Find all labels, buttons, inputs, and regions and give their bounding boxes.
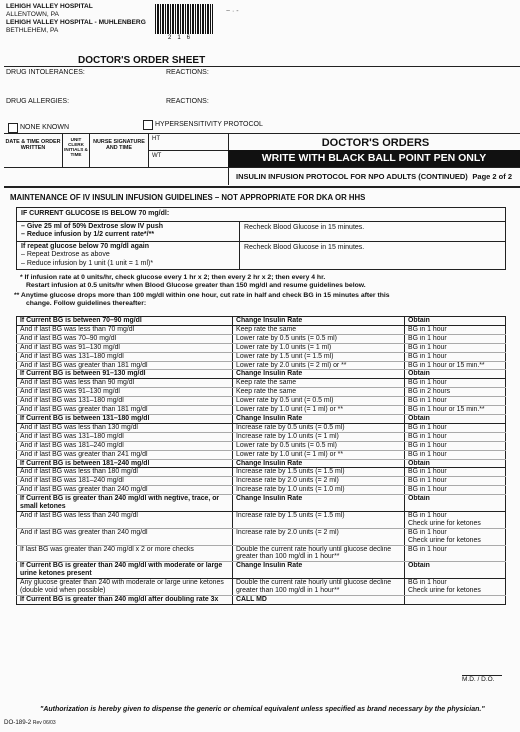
obtain-text: BG in 1 hour: [408, 545, 447, 553]
condition-text: And if last BG was less than 130 mg/dl: [20, 423, 138, 431]
divider: [4, 66, 520, 67]
hospital-line-2: ALLENTOWN, PA: [6, 11, 59, 18]
rate-change-cell: [233, 511, 405, 528]
rate-change-cell: [233, 352, 405, 361]
table-section-header: [17, 317, 506, 326]
note-2-line-2: change. Follow guidelines thereafter:: [26, 300, 147, 308]
condition-cell: [17, 334, 233, 343]
obtain-text: BG in 2 hours: [408, 388, 451, 396]
rate-change-text: Change Insulin Rate: [236, 414, 303, 422]
condition-text: And if last BG was 181–240 mg/dl: [20, 441, 124, 449]
divider: [4, 186, 520, 188]
hospital-line-1: LEHIGH VALLEY HOSPITAL: [6, 3, 93, 10]
obtain-cell: [405, 468, 506, 477]
rate-change-text: CALL MD: [236, 596, 267, 603]
obtain-text: BG in 1 hour: [408, 325, 447, 333]
obtain-text: BG in 1 hour: [408, 486, 447, 494]
hospital-line-4: BETHLEHEM, PA: [6, 27, 59, 34]
condition-cell: [17, 511, 233, 528]
rate-change-cell: [233, 495, 405, 512]
table-row: [17, 528, 506, 545]
hospital-line-3: LEHIGH VALLEY HOSPITAL - MUHLENBERG: [6, 19, 146, 26]
obtain-text: BG in 1 hour: [408, 432, 447, 440]
rate-change-cell: [233, 388, 405, 397]
condition-cell: [17, 352, 233, 361]
obtain-cell: [405, 370, 506, 379]
obtain-cell: [405, 352, 506, 361]
rate-change-text: Keep rate the same: [236, 325, 297, 333]
condition-cell: [17, 528, 233, 545]
condition-cell: [17, 388, 233, 397]
condition-text: And if last BG was greater than 240 mg/dl: [20, 486, 148, 494]
condition-cell: [17, 596, 233, 605]
rate-change-text: Lower rate by 2.0 units (= 2 ml) or **: [236, 361, 347, 369]
table-section-header: [17, 414, 506, 423]
rate-change-text: Lower rate by 1.0 unit (= 1 ml) or **: [236, 406, 344, 414]
repeat-header-text: If repeat glucose below 70 mg/dl again: [21, 242, 149, 250]
table-section-header: [17, 459, 506, 468]
condition-text: If Current BG is between 131–180 mg/dl: [20, 414, 150, 422]
obtain-cell: [405, 486, 506, 495]
condition-text: If Current BG is between 181–240 mg/dl: [20, 459, 150, 467]
divider: [4, 167, 520, 168]
obtain-text: BG in 1 hour or 15 min.**: [408, 361, 485, 369]
condition-text: If last BG was greater than 240 mg/dl x 2 or more checks: [20, 545, 194, 553]
low-glucose-row: [17, 221, 505, 241]
obtain-cell: [405, 325, 506, 334]
rate-change-text: Lower rate by 0.5 units (= 0.5 ml): [236, 334, 337, 342]
rate-change-text: Double the current rate hourly until glucose decline greater than 100 mg/dl in 1 hour**: [236, 579, 392, 595]
wt-label: WT: [152, 153, 162, 159]
hypersensitivity-label: HYPERSENSITIVITY PROTOCOL: [155, 121, 263, 128]
obtain-text: BG in 1 hour: [408, 379, 447, 387]
rate-change-cell: [233, 397, 405, 406]
condition-text: And if last BG was less than 240 mg/dl: [20, 511, 138, 519]
rate-change-text: Lower rate by 0.5 unit (= 0.5 ml): [236, 397, 334, 405]
hypersensitivity-checkbox[interactable]: [143, 120, 153, 130]
table-section-header: [17, 562, 506, 579]
note-1-line-2: Restart infusion at 0.5 units/hr when Blood Glucose greater than 150 mg/dl and resume guidelines below.: [26, 282, 366, 290]
condition-text: Any glucose greater than 240 with moderate or large urine ketones (double void when possible): [20, 579, 224, 595]
doctors-orders-title: DOCTOR'S ORDERS: [321, 137, 430, 149]
repeat-glucose-row: [17, 241, 505, 270]
condition-text: And if last BG was less than 180 mg/dl: [20, 468, 138, 476]
unit-clerk-header: UNIT CLERK INITIALS & TIME: [64, 137, 88, 157]
obtain-text: BG in 1 hour: [408, 423, 447, 431]
table-row: [17, 468, 506, 477]
condition-cell: [17, 361, 233, 370]
condition-text: And if last BG was 91–130 mg/dl: [20, 343, 120, 351]
table-row: [17, 486, 506, 495]
rate-change-cell: [233, 528, 405, 545]
table-row: [17, 397, 506, 406]
obtain-text-extra: Check urine for ketones: [408, 519, 481, 527]
repeat-dextrose-text: – Repeat Dextrose as above: [21, 251, 110, 258]
condition-text: If Current BG is greater than 240 mg/dl after doubling rate 3x: [20, 596, 219, 603]
low-glucose-header: IF CURRENT GLUCOSE IS BELOW 70 mg/dl:: [21, 210, 170, 217]
rate-change-text: Lower rate by 1.5 unit (= 1.5 ml): [236, 352, 334, 360]
obtain-text: BG in 1 hour: [408, 450, 447, 458]
obtain-text: BG in 1 hour: [408, 511, 447, 519]
obtain-text: Obtain: [408, 459, 430, 467]
low-glucose-box: [16, 207, 506, 270]
form-number-text: DO-189-2: [4, 719, 32, 726]
protocol-title: INSULIN INFUSION PROTOCOL FOR NPO ADULTS (CONTINUED): [236, 172, 468, 181]
condition-cell: [17, 468, 233, 477]
condition-cell: [17, 562, 233, 579]
rate-change-cell: [233, 423, 405, 432]
form-number: [4, 719, 56, 726]
table-row: [17, 423, 506, 432]
rate-change-text: Increase rate by 1.0 units (= 1.0 ml): [236, 486, 345, 494]
rate-change-cell: [233, 406, 405, 415]
note-1-line-1: * If infusion rate at 0 units/hr, check glucose every 1 hr x 2; then every 2 hr x 2; then every 4 hr.: [20, 274, 326, 281]
rate-change-text: Double the current rate hourly until glucose decline greater than 100 mg/dl in 1 hour**: [236, 545, 392, 561]
obtain-text: BG in 1 hour or 15 min.**: [408, 406, 485, 414]
rate-change-cell: [233, 596, 405, 605]
obtain-text: BG in 1 hour: [408, 528, 447, 536]
table-row: [17, 406, 506, 415]
obtain-text: BG in 1 hour: [408, 343, 447, 351]
obtain-cell: [405, 317, 506, 326]
condition-text: If Current BG is greater than 240 mg/dl with negtive, trace, or small ketones: [20, 495, 220, 511]
drug-intolerances-label: DRUG INTOLERANCES:: [6, 69, 85, 76]
condition-text: And if last BG was 131–180 mg/dl: [20, 397, 124, 405]
ht-label: HT: [152, 136, 160, 142]
table-row: [17, 579, 506, 596]
note-2-line-1: ** Anytime glucose drops more than 100 mg/dl within one hour, cut rate in half and check BG in 15 minutes after this: [14, 292, 390, 299]
obtain-cell: [405, 596, 506, 605]
date-time-header: DATE & TIME ORDER WRITTEN: [5, 139, 61, 151]
obtain-text-extra: Check urine for ketones: [408, 587, 481, 595]
table-row: [17, 432, 506, 441]
obtain-text: Obtain: [408, 414, 430, 422]
obtain-text: Obtain: [408, 562, 430, 570]
note-1: [20, 274, 515, 291]
obtain-cell: [405, 343, 506, 352]
rate-change-text: Change Insulin Rate: [236, 459, 303, 467]
obtain-cell: [405, 545, 506, 562]
obtain-cell: [405, 361, 506, 370]
condition-cell: [17, 477, 233, 486]
condition-text: And if last BG was greater than 181 mg/dl: [20, 361, 148, 369]
condition-text: And if last BG was less than 90 mg/dl: [20, 379, 135, 387]
condition-cell: [17, 343, 233, 352]
table-row: [17, 388, 506, 397]
table-row: [17, 450, 506, 459]
condition-cell: [17, 486, 233, 495]
obtain-text: BG in 1 hour: [408, 352, 447, 360]
rate-change-cell: [233, 370, 405, 379]
rate-change-text: Change Insulin Rate: [236, 495, 303, 503]
table-row: [17, 343, 506, 352]
table-section-header: [17, 596, 506, 605]
obtain-text: BG in 1 hour: [408, 477, 447, 485]
hospital-name: [6, 3, 146, 35]
rate-change-cell: [233, 579, 405, 596]
table-row: [17, 352, 506, 361]
recheck-text-1: Recheck Blood Glucose in 15 minutes.: [244, 223, 365, 231]
table-section-header: [17, 495, 506, 512]
rate-change-text: Increase rate by 2.0 units (= 2 ml): [236, 528, 339, 536]
rate-change-cell: [233, 325, 405, 334]
authorization-statement: "Authorization is hereby given to dispense the generic or chemical equivalent unless specified as brand necessary by the physician.": [40, 706, 485, 713]
condition-text: And if last BG was 91–130 mg/dl: [20, 388, 120, 396]
table-section-header: [17, 370, 506, 379]
rate-change-text: Increase rate by 1.5 units (= 1.5 ml): [236, 468, 345, 476]
rate-change-cell: [233, 459, 405, 468]
condition-text: And if last BG was greater than 181 mg/dl: [20, 406, 148, 414]
obtain-cell: [405, 579, 506, 596]
condition-cell: [17, 397, 233, 406]
obtain-text-extra: Check urine for ketones: [408, 536, 481, 544]
recheck-text-2: Recheck Blood Glucose in 15 minutes.: [244, 243, 365, 251]
barcode: [155, 4, 213, 34]
obtain-cell: [405, 423, 506, 432]
rate-change-cell: [233, 432, 405, 441]
dextrose-instructions: [17, 222, 240, 241]
low-glucose-header-row: [17, 208, 505, 221]
table-row: [17, 545, 506, 562]
table-row: [17, 361, 506, 370]
rate-change-cell: [233, 343, 405, 352]
obtain-text: BG in 1 hour: [408, 397, 447, 405]
barcode-number: 216: [168, 35, 197, 41]
pen-banner: WRITE WITH BLACK BALL POINT PEN ONLY: [228, 150, 520, 167]
note-2: [14, 292, 509, 309]
condition-cell: [17, 317, 233, 326]
obtain-cell: [405, 397, 506, 406]
reduce-one-text: – Reduce infusion by 1 unit (1 unit = 1 ml)*: [21, 259, 154, 267]
none-known-checkbox[interactable]: [8, 123, 18, 133]
insulin-rate-table-body: [17, 317, 506, 605]
table-row: [17, 477, 506, 486]
obtain-text: BG in 1 hour: [408, 579, 447, 587]
obtain-text: BG in 1 hour: [408, 334, 447, 342]
rate-change-text: Change Insulin Rate: [236, 317, 303, 324]
rate-change-text: Keep rate the same: [236, 379, 297, 387]
none-known-label: NONE KNOWN: [20, 124, 69, 131]
condition-cell: [17, 423, 233, 432]
table-row: [17, 511, 506, 528]
rate-change-text: Keep rate the same: [236, 388, 297, 396]
obtain-cell: [405, 450, 506, 459]
insulin-rate-table: [16, 316, 506, 605]
rate-change-cell: [233, 317, 405, 326]
page-number: Page 2 of 2: [472, 172, 512, 181]
obtain-cell: [405, 459, 506, 468]
obtain-cell: [405, 414, 506, 423]
condition-cell: [17, 406, 233, 415]
obtain-cell: [405, 388, 506, 397]
obtain-cell: [405, 379, 506, 388]
condition-text: And if last BG was greater than 240 mg/dl: [20, 528, 148, 536]
obtain-text: BG in 1 hour: [408, 468, 447, 476]
sheet-title: DOCTOR'S ORDER SHEET: [78, 55, 206, 66]
condition-text: If Current BG is greater than 240 mg/dl with moderate or large urine ketones present: [20, 562, 223, 578]
rate-change-cell: [233, 477, 405, 486]
table-row: [17, 441, 506, 450]
rate-change-text: Increase rate by 1.5 units (= 1.5 ml): [236, 511, 345, 519]
table-row: [17, 325, 506, 334]
condition-text: If Current BG is between 91–130 mg/dl: [20, 370, 146, 378]
reactions-label-1: REACTIONS:: [166, 69, 209, 76]
rate-change-text: Lower rate by 1.0 unit (= 1 ml) or **: [236, 450, 344, 458]
rate-change-cell: [233, 562, 405, 579]
reduce-half-text: – Reduce infusion by 1/2 current rate*/**: [21, 231, 155, 238]
rate-change-cell: [233, 545, 405, 562]
rate-change-cell: [233, 450, 405, 459]
obtain-cell: [405, 441, 506, 450]
repeat-instructions: [17, 242, 240, 270]
obtain-cell: [405, 334, 506, 343]
rate-change-cell: [233, 414, 405, 423]
nurse-signature-header: NURSE SIGNATURE AND TIME: [93, 139, 145, 151]
condition-text: And if last BG was 181–240 mg/dl: [20, 477, 124, 485]
condition-cell: [17, 370, 233, 379]
condition-cell: [17, 459, 233, 468]
rate-change-text: Lower rate by 0.5 units (= 0.5 ml): [236, 441, 337, 449]
rate-change-text: Increase rate by 1.0 units (= 1 ml): [236, 432, 339, 440]
condition-text: And if last BG was 70–90 mg/dl: [20, 334, 117, 342]
obtain-cell: [405, 406, 506, 415]
rate-change-cell: [233, 468, 405, 477]
handwritten-mark: ~ · -: [226, 8, 239, 15]
condition-text: And if last BG was 131–180 mg/dl: [20, 432, 124, 440]
rate-change-cell: [233, 361, 405, 370]
give-dextrose-text: – Give 25 ml of 50% Dextrose slow IV push: [21, 222, 163, 230]
condition-cell: [17, 379, 233, 388]
condition-cell: [17, 579, 233, 596]
condition-text: If Current BG is between 70–90 mg/dl: [20, 317, 142, 324]
rate-change-cell: [233, 379, 405, 388]
obtain-cell: [405, 495, 506, 512]
rate-change-cell: [233, 486, 405, 495]
rate-change-text: Change Insulin Rate: [236, 562, 303, 570]
obtain-text: Obtain: [408, 370, 430, 378]
protocol-header: [228, 169, 520, 185]
reactions-label-2: REACTIONS:: [166, 98, 209, 105]
maintenance-heading: MAINTENANCE OF IV INSULIN INFUSION GUIDELINES – NOT APPROPRIATE FOR DKA OR HHS: [10, 193, 366, 202]
rate-change-cell: [233, 441, 405, 450]
obtain-text: Obtain: [408, 317, 430, 324]
condition-text: And if last BG was less than 70 mg/dl: [20, 325, 135, 333]
obtain-cell: [405, 511, 506, 528]
rate-change-cell: [233, 334, 405, 343]
condition-cell: [17, 545, 233, 562]
obtain-cell: [405, 477, 506, 486]
obtain-text: BG in 1 hour: [408, 441, 447, 449]
condition-text: And if last BG was greater than 241 mg/dl: [20, 450, 148, 458]
condition-cell: [17, 441, 233, 450]
divider: [148, 150, 228, 151]
drug-allergies-label: DRUG ALLERGIES:: [6, 98, 70, 105]
condition-text: And if last BG was 131–180 mg/dl: [20, 352, 124, 360]
obtain-cell: [405, 528, 506, 545]
rate-change-text: Lower rate by 1.0 units (= 1 ml): [236, 343, 332, 351]
table-row: [17, 334, 506, 343]
condition-cell: [17, 495, 233, 512]
obtain-cell: [405, 562, 506, 579]
condition-cell: [17, 414, 233, 423]
condition-cell: [17, 450, 233, 459]
condition-cell: [17, 432, 233, 441]
rate-change-text: Change Insulin Rate: [236, 370, 303, 378]
rate-change-text: Increase rate by 0.5 units (= 0.5 ml): [236, 423, 345, 431]
form-revision: Rev 06/03: [32, 720, 56, 726]
obtain-text: Obtain: [408, 495, 430, 503]
table-row: [17, 379, 506, 388]
rate-change-text: Increase rate by 2.0 units (= 2 ml): [236, 477, 339, 485]
obtain-cell: [405, 432, 506, 441]
md-do-label: M.D. / D.O.: [462, 676, 495, 683]
condition-cell: [17, 325, 233, 334]
